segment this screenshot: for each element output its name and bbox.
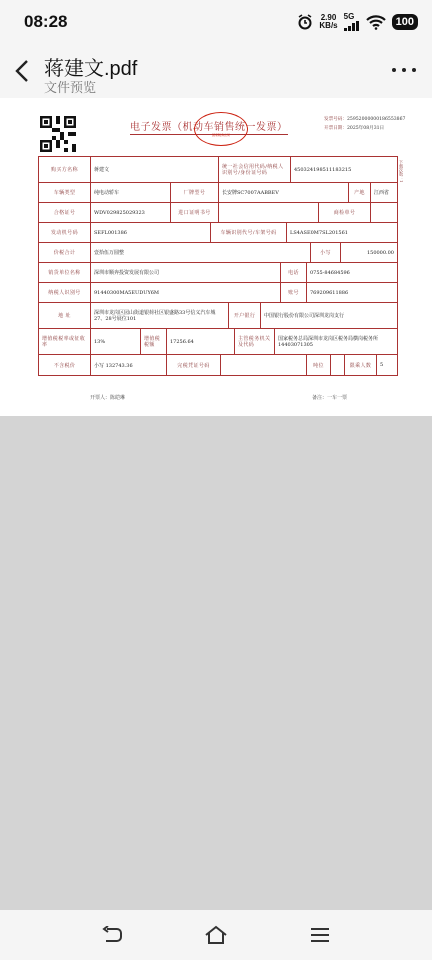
wifi-icon xyxy=(366,14,386,30)
table-row: 合格证号 WDV029825029323 进口证明书号 商检单号 xyxy=(39,203,397,223)
invoice-title: 电子发票（机动车销售统一发票） xyxy=(130,118,288,135)
home-icon xyxy=(204,925,228,945)
status-icons xyxy=(297,13,418,31)
back-nav-button[interactable] xyxy=(99,922,125,948)
alarm-icon xyxy=(297,14,313,30)
menu-icon xyxy=(310,927,330,943)
home-nav-button[interactable] xyxy=(203,922,229,948)
table-row: 销货单位名称 深圳市顺奔投资发展有限公司 电话 0755-84684596 xyxy=(39,263,397,283)
invoice-date: 开票日期：2025年08月31日 xyxy=(324,126,385,131)
table-row: 增值税税率或征收率 13% 增值税税额 17256.64 主管税务机关及代码 国家税务总局深圳市龙岗区税务局横岗税务所 14403071305 xyxy=(39,329,397,355)
file-title: 蒋建文.pdf xyxy=(44,58,138,80)
invoice-drawer: 开票人：陈皑琳 xyxy=(90,395,126,401)
download-count: 下载次数：1 xyxy=(399,160,404,183)
official-stamp: 国家税务总局 xyxy=(194,112,248,146)
system-nav-bar xyxy=(0,910,432,960)
cellular-icon: 5G xyxy=(344,13,360,31)
file-subtitle: 文件预览 xyxy=(44,80,97,95)
table-row: 发动机号码 SEFL001386 车辆识别代号/车架号码 LS4ASE0M7SL201561 xyxy=(39,223,397,243)
invoice-page xyxy=(34,108,404,408)
invoice-number: 发票号码：25952000000186553867 xyxy=(324,117,406,122)
table-row: 地 址 深圳市龙岗区园山街道银荷社区银盛路33号信义汽车城27、28号展位101 开户银行 中国银行股份有限公司深圳龙岗支行 xyxy=(39,303,397,329)
qr-code xyxy=(40,116,76,152)
table-row: 购买方名称 蒋建文 统一社会信用代码/纳税人识别号/身份证号码 450324198511183215 xyxy=(39,157,397,183)
invoice-note: 备注：一车一票 xyxy=(312,395,348,401)
invoice-table xyxy=(38,156,398,376)
table-row: 车辆类型 纯电动轿车 厂牌型号 长安牌SC7007AABBEV 产地 江西省 xyxy=(39,183,397,203)
network-speed: 2.90 KB/s xyxy=(319,13,338,30)
back-arrow-icon[interactable] xyxy=(12,58,32,84)
table-row: 价税合计 壹拾伍万圆整 小写 150000.00 xyxy=(39,243,397,263)
battery-icon: 100 xyxy=(392,14,418,30)
more-options-icon[interactable] xyxy=(392,66,416,74)
back-nav-icon xyxy=(101,926,123,944)
menu-nav-button[interactable] xyxy=(307,922,333,948)
status-bar xyxy=(0,0,432,44)
table-row: 不含税价 小写 132743.36 完税凭证号码 吨位 限乘人数 5 xyxy=(39,355,397,375)
clock: 08:28 xyxy=(24,12,68,31)
table-row: 纳税人识别号 91440300MA5EUDUY6M 账号 769209611886 xyxy=(39,283,397,303)
app-bar xyxy=(0,44,432,98)
